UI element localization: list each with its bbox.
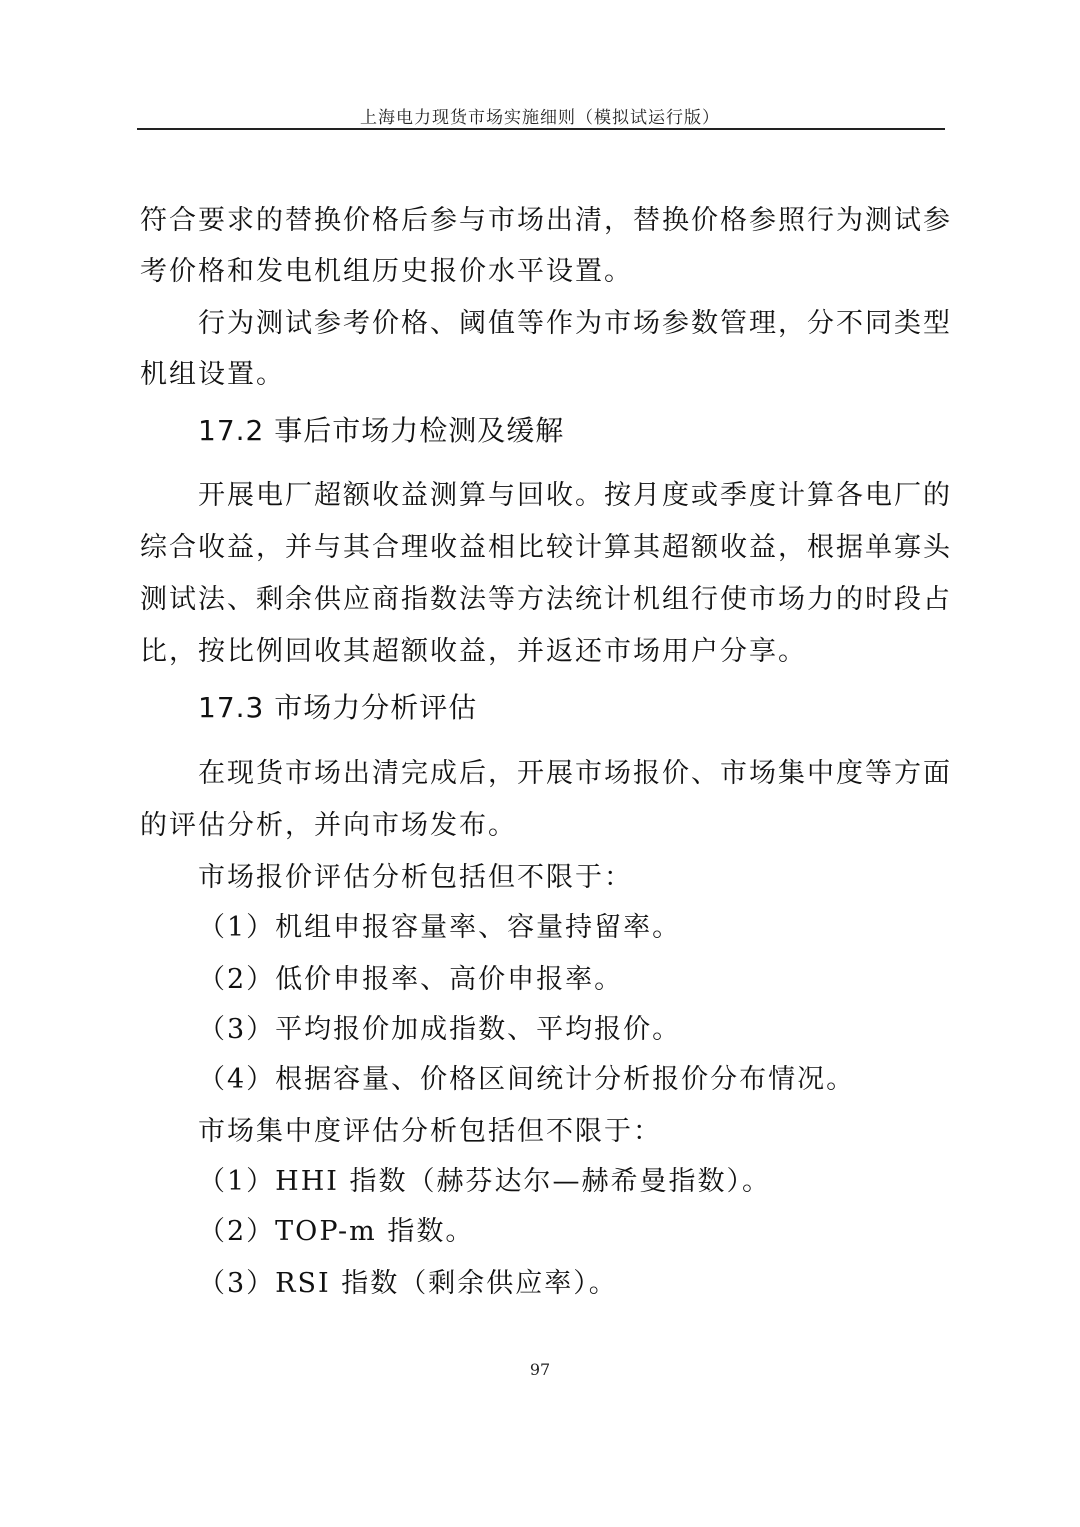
section-17-3-line-1: 在现货市场出清完成后，开展市场报价、市场集中度等方面 xyxy=(198,758,952,789)
price-eval-item-1: （1）机组申报容量率、容量持留率。 xyxy=(198,912,682,943)
paragraph-1-line-1: 符合要求的替换价格后参与市场出清，替换价格参照行为测试参 xyxy=(140,205,952,236)
header-title: 上海电力现货市场实施细则（模拟试运行版） xyxy=(360,108,720,128)
paragraph-1-line-2: 考价格和发电机组历史报价水平设置。 xyxy=(140,256,633,287)
concentration-item-2: （2）TOP-m 指数。 xyxy=(198,1216,475,1247)
paragraph-2-line-1: 行为测试参考价格、阈值等作为市场参数管理，分不同类型 xyxy=(198,308,952,339)
concentration-item-1: （1）HHI 指数（赫芬达尔—赫希曼指数）。 xyxy=(198,1166,772,1197)
paragraph-2-line-2: 机组设置。 xyxy=(140,359,285,390)
section-17-2-line-2: 综合收益，并与其合理收益相比较计算其超额收益，根据单寡头 xyxy=(140,532,952,563)
section-17-2-line-1: 开展电厂超额收益测算与回收。按月度或季度计算各电厂的 xyxy=(198,480,952,511)
section-17-2-line-4: 比，按比例回收其超额收益，并返还市场用户分享。 xyxy=(140,636,807,667)
price-eval-item-3: （3）平均报价加成指数、平均报价。 xyxy=(198,1014,682,1045)
price-eval-item-2: （2）低价申报率、高价申报率。 xyxy=(198,964,624,995)
section-17-3-heading: 17.3 市场力分析评估 xyxy=(198,691,478,724)
price-eval-intro: 市场报价评估分析包括但不限于： xyxy=(198,862,633,893)
page-number: 97 xyxy=(529,1360,551,1379)
section-17-2-line-3: 测试法、剩余供应商指数法等方法统计机组行使市场力的时段占 xyxy=(140,584,952,615)
header-divider xyxy=(137,128,945,130)
concentration-intro: 市场集中度评估分析包括但不限于： xyxy=(198,1116,662,1147)
section-17-2-heading: 17.2 事后市场力检测及缓解 xyxy=(198,414,565,447)
section-17-3-line-2: 的评估分析，并向市场发布。 xyxy=(140,810,517,841)
price-eval-item-4: （4）根据容量、价格区间统计分析报价分布情况。 xyxy=(198,1064,856,1095)
concentration-item-3: （3）RSI 指数（剩余供应率）。 xyxy=(198,1268,618,1299)
